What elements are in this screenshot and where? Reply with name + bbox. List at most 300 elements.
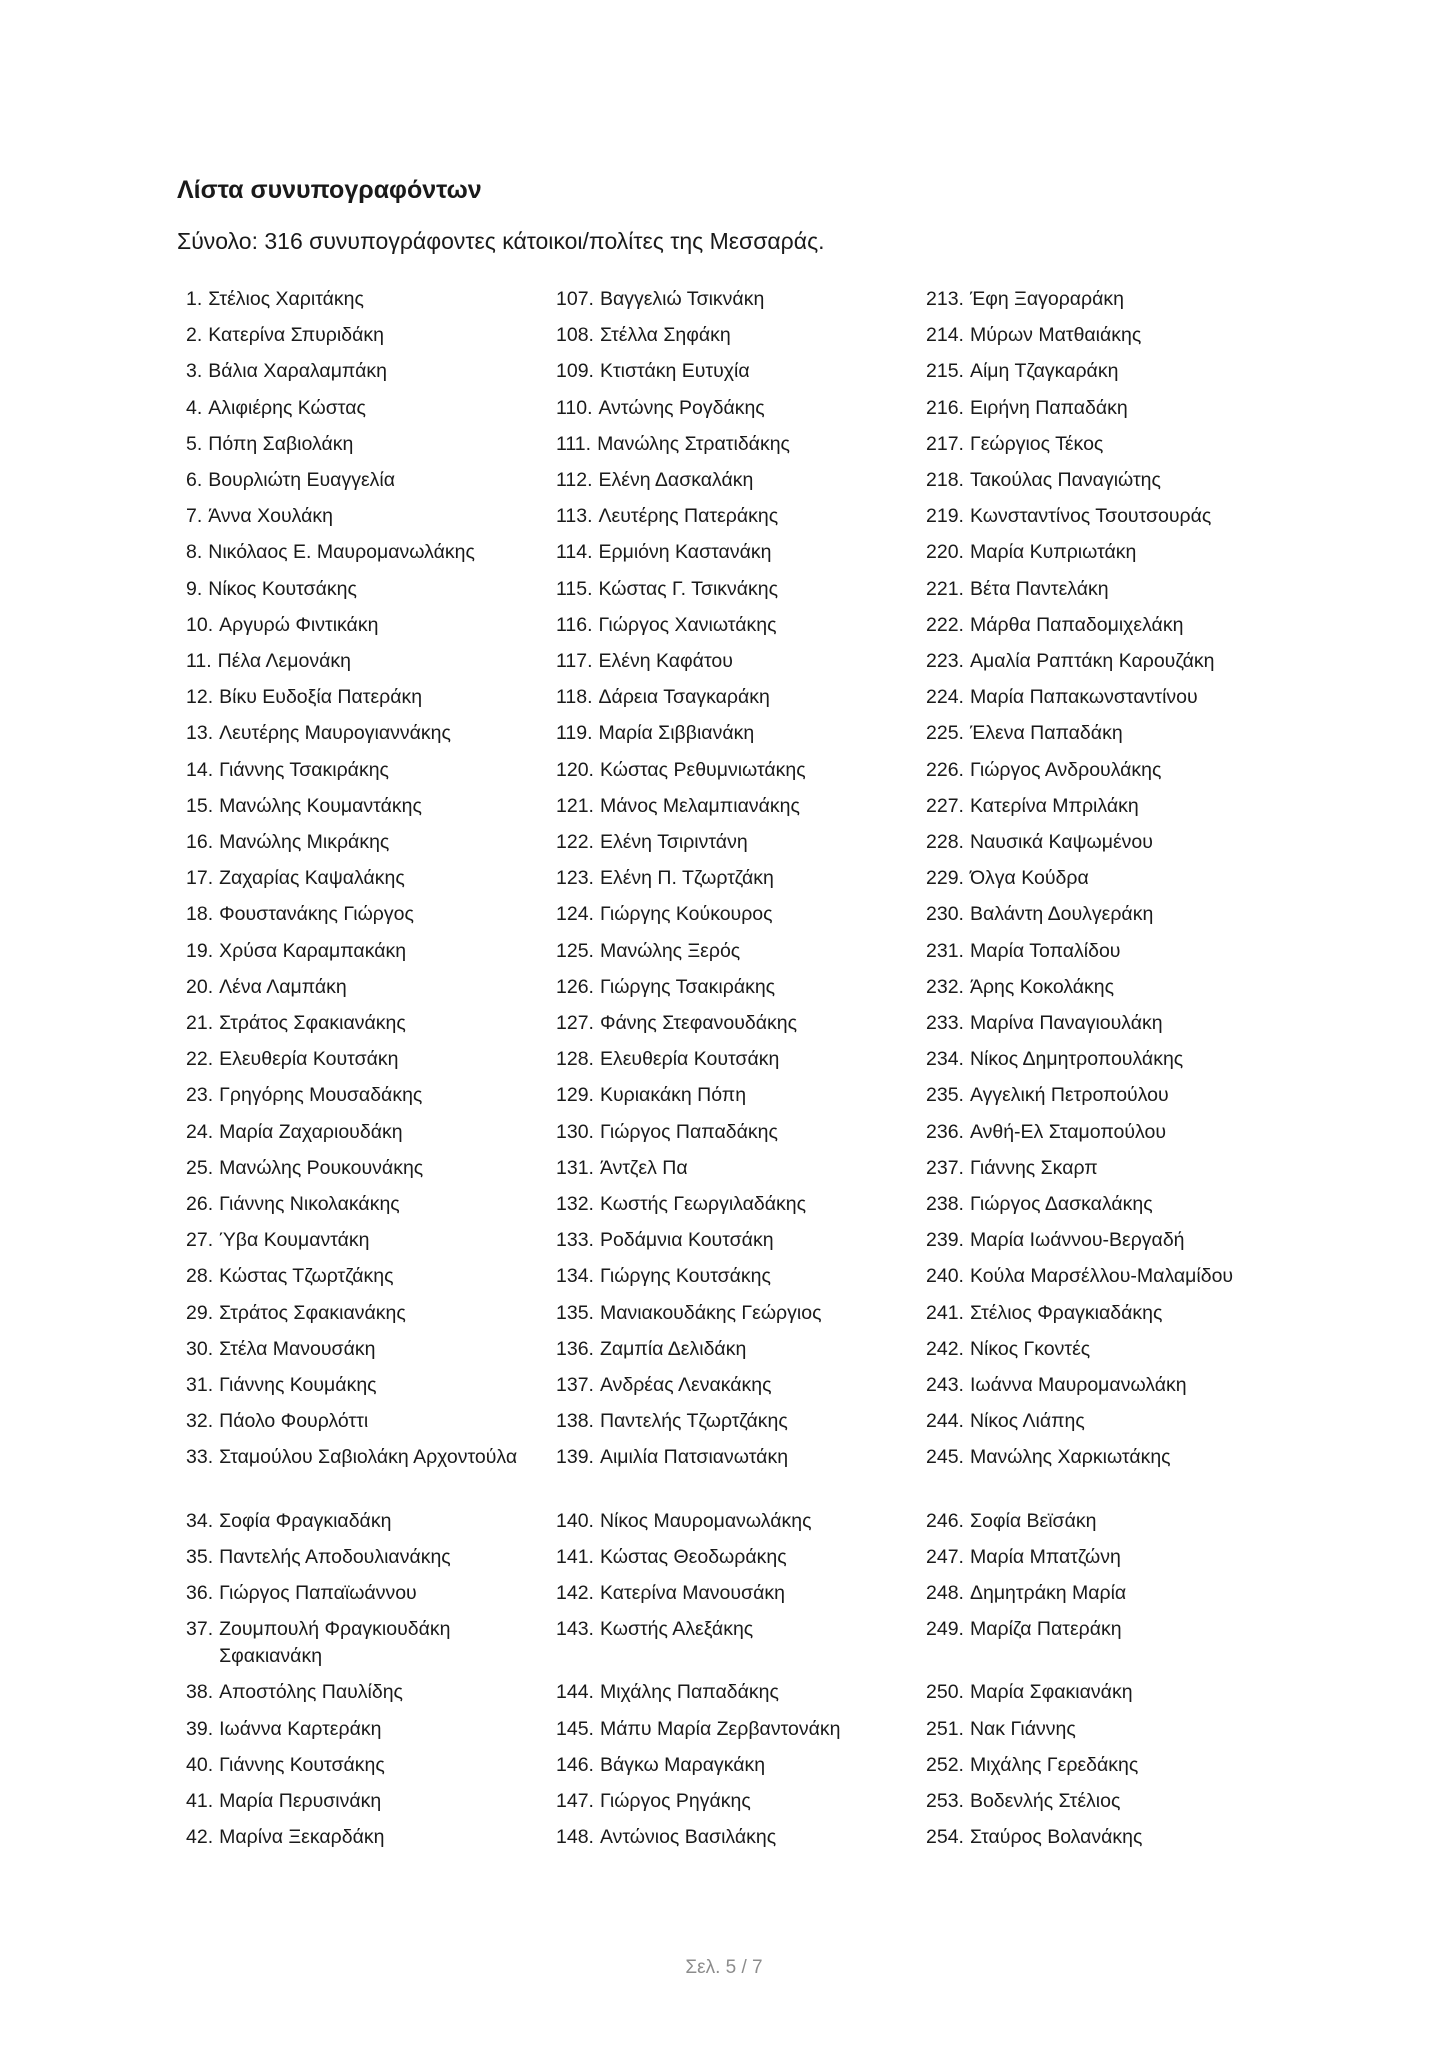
signatory-number: 119. xyxy=(556,722,593,745)
signatory-name: Σοφία Βεϊσάκη xyxy=(969,1509,1097,1532)
signatory-row xyxy=(926,322,1276,349)
signatory-number: 145. xyxy=(556,1717,594,1740)
signatory-number: 8. xyxy=(186,541,203,564)
signatory-name: Πάολο Φουρλόττι xyxy=(219,1410,369,1433)
signatory-name: Λευτέρης Πατεράκης xyxy=(598,505,779,528)
signatory-name: Ελευθερία Κουτσάκη xyxy=(599,1048,780,1071)
signatory-number: 223. xyxy=(926,650,964,672)
signatory-row xyxy=(926,286,1276,313)
signatory-number: 13. xyxy=(186,722,214,745)
signatory-row xyxy=(556,1716,906,1743)
signatory-name: Ελευθερία Κουτσάκη xyxy=(219,1048,399,1071)
signatory-name: Κωνσταντίνος Τσουτσουράς xyxy=(969,505,1212,528)
signatory-row xyxy=(186,829,536,856)
signatory-number: 133. xyxy=(556,1229,594,1252)
signatory-row xyxy=(186,1788,536,1815)
signatory-row xyxy=(186,648,536,675)
signatory-name: Μαρία Τοπαλίδου xyxy=(969,939,1121,962)
signatory-number: 216. xyxy=(926,396,964,419)
signatory-number: 222. xyxy=(926,613,964,636)
signatory-row xyxy=(556,648,906,675)
signatory-number: 28. xyxy=(186,1265,214,1288)
signatory-row xyxy=(556,358,906,385)
signatory-name: Τακούλας Παναγιώτης xyxy=(969,469,1161,491)
signatory-number: 24. xyxy=(186,1120,214,1143)
signatory-number: 248. xyxy=(926,1582,964,1604)
signatory-number: 224. xyxy=(926,686,964,709)
signatory-number: 241. xyxy=(926,1301,964,1324)
signatory-row xyxy=(186,1263,536,1290)
signatory-number: 30. xyxy=(186,1337,214,1360)
signatory-row xyxy=(186,1300,536,1327)
signatory-row xyxy=(926,829,1276,856)
signatory-number: 2. xyxy=(186,324,203,347)
signatory-row xyxy=(556,1300,906,1327)
signatory-row xyxy=(186,1580,536,1607)
signatory-name: Σοφία Φραγκιαδάκη xyxy=(219,1509,392,1532)
signatory-row xyxy=(926,757,1276,784)
signatory-name: Αποστόλης Παυλίδης xyxy=(219,1681,403,1704)
signatory-number: 33. xyxy=(186,1446,214,1469)
signatory-name: Γιάννης Κουμάκης xyxy=(219,1374,377,1396)
signatory-name: Βάγκω Μαραγκάκη xyxy=(599,1753,766,1776)
signatory-number: 214. xyxy=(926,324,964,347)
signatory-row xyxy=(926,503,1276,530)
signatory-row xyxy=(926,576,1276,603)
signatory-name: Φουστανάκης Γιώργος xyxy=(219,903,414,926)
signatory-name: Λευτέρης Μαυρογιαννάκης xyxy=(219,722,451,745)
signatory-name: Γιάννης Σκαρπ xyxy=(969,1156,1098,1179)
signatory-name: Ανθή-Ελ Σταμοπούλου xyxy=(969,1120,1166,1143)
signatory-row xyxy=(186,1119,536,1146)
signatory-row xyxy=(186,1752,536,1779)
signatory-name: Γιώργος Παπαδάκης xyxy=(599,1120,778,1143)
signatory-number: 120. xyxy=(556,758,594,781)
signatory-row xyxy=(926,612,1276,639)
signatory-name: Ελένη Π. Τζωρτζάκη xyxy=(599,867,774,890)
signatory-name: Βίκυ Ευδοξία Πατεράκη xyxy=(219,686,423,709)
signatory-number: 6. xyxy=(186,469,203,491)
signatory-number: 140. xyxy=(556,1509,594,1532)
signatory-number: 16. xyxy=(186,831,214,853)
signatory-row xyxy=(926,1544,1276,1571)
signatory-row xyxy=(926,1336,1276,1363)
signatory-name: Παντελής Τζωρτζάκης xyxy=(599,1410,788,1433)
signatory-name: Όλγα Κούδρα xyxy=(969,867,1089,890)
signatory-name: Μανώλης Ρουκουνάκης xyxy=(219,1156,424,1179)
signatory-name: Ύβα Κουμαντάκη xyxy=(219,1229,370,1252)
signatory-number: 134. xyxy=(556,1265,594,1288)
signatory-number: 18. xyxy=(186,903,214,926)
signatory-number: 231. xyxy=(926,939,964,962)
signatory-name: Στέλλα Σηφάκη xyxy=(599,324,731,347)
signatory-name: Βέτα Παντελάκη xyxy=(969,577,1109,600)
signatory-name: Μανώλης Χαρκιωτάκης xyxy=(969,1446,1171,1469)
signatory-name: Γιώργης Κούκουρος xyxy=(599,903,773,926)
signatory-number: 141. xyxy=(556,1545,594,1568)
signatory-row xyxy=(556,1046,906,1073)
signatory-name: Γιάννης Τσακιράκης xyxy=(219,758,389,781)
signatory-number: 230. xyxy=(926,903,964,926)
signatory-row xyxy=(926,1263,1276,1290)
signatory-number: 38. xyxy=(186,1681,214,1704)
signatory-row xyxy=(556,1191,906,1218)
signatory-number: 41. xyxy=(186,1790,214,1812)
signatory-name: Άντζελ Πα xyxy=(599,1156,688,1179)
signatory-number: 251. xyxy=(926,1717,964,1740)
signatory-name: Γιάννης Κουτσάκης xyxy=(219,1753,385,1776)
signatory-name: Μαρία Παπακωνσταντίνου xyxy=(969,686,1198,709)
signatory-number: 111. xyxy=(556,432,592,455)
signatory-number: 243. xyxy=(926,1374,964,1396)
signatory-number: 116. xyxy=(556,613,593,636)
signatory-number: 25. xyxy=(186,1156,214,1179)
signatory-name: Νίκος Γκοντές xyxy=(969,1337,1091,1360)
signatory-name: Ναυσικά Καψωμένου xyxy=(969,831,1153,853)
signatory-row xyxy=(186,539,536,566)
signatory-row xyxy=(556,1580,906,1607)
signatory-number: 15. xyxy=(186,794,214,817)
signatory-number: 249. xyxy=(926,1618,964,1641)
signatory-number: 235. xyxy=(926,1084,964,1107)
signatory-name: Κατερίνα Σπυριδάκη xyxy=(208,324,384,347)
signatory-name: Μιχάλης Παπαδάκης xyxy=(599,1681,779,1704)
signatory-number: 10. xyxy=(186,613,214,636)
signatory-number: 1. xyxy=(186,288,203,310)
signatory-row xyxy=(186,1508,536,1535)
signatory-row xyxy=(926,1788,1276,1815)
signatory-row xyxy=(186,1155,536,1182)
signatory-name: Ιωάννα Μαυρομανωλάκη xyxy=(969,1374,1187,1396)
signatory-number: 22. xyxy=(186,1048,214,1071)
signatory-number: 127. xyxy=(556,1012,594,1034)
signatory-row xyxy=(556,612,906,639)
signatory-row xyxy=(926,1716,1276,1743)
signatory-name: Νίκος Μαυρομανωλάκης xyxy=(599,1509,812,1532)
signatory-number: 217. xyxy=(926,432,964,455)
signatory-row xyxy=(556,1616,906,1643)
signatory-row xyxy=(186,1444,536,1471)
signatory-number: 110. xyxy=(556,396,593,419)
signatory-row xyxy=(186,322,536,349)
signatory-number: 131. xyxy=(556,1156,594,1179)
signatory-number: 107. xyxy=(556,288,594,310)
signatory-row xyxy=(186,1616,536,1670)
signatory-row xyxy=(556,1444,906,1471)
signatory-name: Κωστής Αλεξάκης xyxy=(599,1618,754,1641)
signatory-row xyxy=(926,1408,1276,1435)
signatory-number: 142. xyxy=(556,1582,594,1604)
signatory-name: Γρηγόρης Μουσαδάκης xyxy=(219,1084,423,1107)
signatory-name: Έλενα Παπαδάκη xyxy=(969,722,1123,745)
signatory-name: Γιώργος Δασκαλάκης xyxy=(969,1193,1153,1215)
signatory-row xyxy=(556,1752,906,1779)
signatory-name: Γιώργος Παπαϊωάννου xyxy=(219,1582,417,1604)
signatory-name: Ειρήνη Παπαδάκη xyxy=(969,396,1128,419)
signatory-row xyxy=(556,1544,906,1571)
signatory-number: 219. xyxy=(926,505,964,528)
signatory-name: Μιχάλης Γερεδάκης xyxy=(969,1753,1139,1776)
signatory-number: 137. xyxy=(556,1374,594,1396)
signatory-name: Σταμούλου Σαβιολάκη Αρχοντούλα xyxy=(219,1446,518,1469)
signatory-number: 122. xyxy=(556,831,594,853)
signatory-number: 5. xyxy=(186,432,203,455)
signatory-name: Στέλα Μανουσάκη xyxy=(219,1337,376,1360)
signatory-number: 242. xyxy=(926,1337,964,1360)
signatory-number: 236. xyxy=(926,1120,964,1143)
signatory-name: Ζαχαρίας Καψαλάκης xyxy=(219,867,405,890)
signatory-number: 238. xyxy=(926,1193,964,1215)
signatory-name: Ελένη Δασκαλάκη xyxy=(598,469,754,491)
signatory-row xyxy=(556,757,906,784)
signatory-number: 135. xyxy=(556,1301,594,1324)
signatory-number: 108. xyxy=(556,324,594,347)
signatory-row xyxy=(186,431,536,458)
signatory-row xyxy=(556,1119,906,1146)
signatory-name: Γιώργος Ανδρουλάκης xyxy=(969,758,1162,781)
signatory-row xyxy=(556,1679,906,1706)
signatory-row xyxy=(926,358,1276,385)
signatory-name: Μαρίζα Πατεράκη xyxy=(969,1618,1122,1641)
signatory-name: Έφη Ξαγοραράκη xyxy=(969,288,1125,310)
signatory-name: Μαρίνα Ξεκαρδάκη xyxy=(219,1826,385,1849)
signatory-number: 126. xyxy=(556,975,594,998)
signatory-number: 139. xyxy=(556,1446,594,1469)
signatory-name: Κώστας Θεοδωράκης xyxy=(599,1545,787,1568)
signatory-row xyxy=(926,901,1276,928)
signatory-row xyxy=(926,1372,1276,1399)
signatory-row xyxy=(186,757,536,784)
signatory-number: 233. xyxy=(926,1012,964,1034)
signatory-number: 136. xyxy=(556,1337,594,1360)
signatory-name: Μαρία Σιββιανάκη xyxy=(598,722,755,745)
signatory-name: Δημητράκη Μαρία xyxy=(969,1582,1127,1604)
signatory-row xyxy=(926,1679,1276,1706)
signatory-row xyxy=(186,865,536,892)
signatory-number: 239. xyxy=(926,1229,964,1252)
signatory-name: Μαρία Περυσινάκη xyxy=(219,1790,382,1812)
signatory-row xyxy=(556,793,906,820)
signatory-number: 144. xyxy=(556,1681,594,1704)
signatory-number: 109. xyxy=(556,360,594,383)
signatory-row xyxy=(556,1788,906,1815)
signatory-number: 237. xyxy=(926,1156,964,1179)
signatory-row xyxy=(186,1336,536,1363)
signatory-row xyxy=(926,1046,1276,1073)
signatory-row xyxy=(556,1336,906,1363)
signatory-number: 117. xyxy=(556,650,593,672)
signatory-row xyxy=(926,1616,1276,1643)
signatory-row xyxy=(556,865,906,892)
signatory-number: 34. xyxy=(186,1509,214,1532)
signatory-number: 31. xyxy=(186,1374,214,1396)
signatory-row xyxy=(926,1227,1276,1254)
signatory-name: Κώστας Γ. Τσικνάκης xyxy=(598,577,779,600)
signatory-name: Μαρία Μπατζώνη xyxy=(969,1545,1121,1568)
signatory-name: Κυριακάκη Πόπη xyxy=(599,1084,747,1107)
signatory-name: Μανώλης Κουμαντάκης xyxy=(219,794,422,817)
signatory-row xyxy=(926,1580,1276,1607)
signatory-number: 213. xyxy=(926,288,964,310)
signatory-name: Μαρία Ιωάννου-Βεργαδή xyxy=(969,1229,1185,1252)
signatory-name: Νίκος Κουτσάκης xyxy=(208,577,357,600)
signatory-name: Νίκος Λιάπης xyxy=(969,1410,1085,1433)
signatory-row xyxy=(556,539,906,566)
signatory-row xyxy=(186,1716,536,1743)
signatory-number: 26. xyxy=(186,1193,214,1215)
signatory-name: Βαλάντη Δουλγεράκη xyxy=(969,903,1154,926)
signatory-name: Μάνος Μελαμπιανάκης xyxy=(599,794,800,817)
signatory-row xyxy=(926,1824,1276,1851)
signatory-number: 247. xyxy=(926,1545,964,1568)
signatory-name: Φάνης Στεφανουδάκης xyxy=(599,1012,798,1034)
signatory-name: Πέλα Λεμονάκη xyxy=(217,650,351,672)
signatory-row xyxy=(926,684,1276,711)
signatory-number: 129. xyxy=(556,1084,594,1107)
signatory-row xyxy=(556,431,906,458)
signatory-row xyxy=(556,1010,906,1037)
signatory-row xyxy=(186,1544,536,1571)
signatory-number: 138. xyxy=(556,1410,594,1433)
signatory-number: 225. xyxy=(926,722,964,745)
signatory-name: Άννα Χουλάκη xyxy=(208,505,333,528)
signatory-row xyxy=(186,612,536,639)
page-subtitle: Σύνολο: 316 συνυπογράφοντες κάτοικοι/πολίτες της Μεσσαράς. xyxy=(177,228,825,254)
signatory-number: 143. xyxy=(556,1618,594,1641)
signatory-row xyxy=(186,1372,536,1399)
signatory-number: 17. xyxy=(186,867,214,890)
signatory-name: Ελένη Τσιριντάνη xyxy=(599,831,748,853)
signatory-number: 124. xyxy=(556,903,594,926)
signatory-row xyxy=(556,829,906,856)
signatory-number: 14. xyxy=(186,758,214,781)
signatory-name: Νικόλαος Ε. Μαυρομανωλάκης xyxy=(208,541,475,564)
signatory-number: 220. xyxy=(926,541,964,564)
signatory-row xyxy=(926,793,1276,820)
signatory-row xyxy=(186,720,536,747)
signatory-row xyxy=(186,684,536,711)
signatory-row xyxy=(186,1082,536,1109)
signatory-row xyxy=(186,1679,536,1706)
signatory-row xyxy=(556,684,906,711)
signatory-row xyxy=(926,1119,1276,1146)
signatory-name: Μαρία Κυπριωτάκη xyxy=(969,541,1137,564)
signatory-number: 27. xyxy=(186,1229,214,1252)
signatory-name: Κατερίνα Μανουσάκη xyxy=(599,1582,785,1604)
signatory-row xyxy=(926,467,1276,494)
signatory-name: Γιώργης Κουτσάκης xyxy=(599,1265,771,1288)
signatory-name: Νίκος Δημητροπουλάκης xyxy=(969,1048,1184,1071)
signatory-number: 148. xyxy=(556,1826,594,1849)
signatory-number: 244. xyxy=(926,1410,964,1433)
signatory-row xyxy=(186,974,536,1001)
signatory-row xyxy=(556,576,906,603)
signatory-number: 246. xyxy=(926,1509,964,1532)
signatory-number: 252. xyxy=(926,1753,964,1776)
signatory-name: Ανδρέας Λενακάκης xyxy=(599,1374,772,1396)
signatory-number: 37. xyxy=(186,1618,214,1641)
signatory-row xyxy=(926,938,1276,965)
signatory-name: Ζουμπουλή Φραγκιουδάκη Σφακιανάκη xyxy=(219,1618,451,1668)
signatory-name: Βαγγελιώ Τσικνάκη xyxy=(599,288,765,310)
signatory-name: Νακ Γιάννης xyxy=(969,1717,1076,1740)
signatory-row xyxy=(556,322,906,349)
signatory-name: Ιωάννα Καρτεράκη xyxy=(219,1717,382,1740)
signatory-number: 123. xyxy=(556,867,594,890)
page-title: Λίστα συνυπογραφόντων xyxy=(177,176,482,204)
signatory-row xyxy=(556,1082,906,1109)
signatory-name: Μαρία Ζαχαριουδάκη xyxy=(219,1120,403,1143)
signatory-row xyxy=(926,1191,1276,1218)
signatory-name: Αμαλία Ραπτάκη Καρουζάκη xyxy=(969,650,1215,672)
signatory-number: 112. xyxy=(556,469,593,491)
signatory-name: Μανώλης Ξερός xyxy=(599,939,741,962)
signatory-name: Κατερίνα Μπριλάκη xyxy=(969,794,1139,817)
signatory-row xyxy=(926,1155,1276,1182)
signatory-number: 35. xyxy=(186,1545,214,1568)
signatory-number: 4. xyxy=(186,396,203,419)
signatory-name: Αίμη Τζαγκαράκη xyxy=(969,360,1119,383)
signatory-name: Πόπη Σαβιολάκη xyxy=(208,432,354,455)
signatory-number: 128. xyxy=(556,1048,594,1071)
signatory-number: 42. xyxy=(186,1826,214,1849)
signatory-row xyxy=(556,938,906,965)
signatory-row xyxy=(186,286,536,313)
signatory-name: Γιάννης Νικολακάκης xyxy=(219,1193,400,1215)
signatory-name: Στράτος Σφακιανάκης xyxy=(219,1301,406,1324)
signatory-name: Γιώργος Χανιωτάκης xyxy=(598,613,777,636)
signatory-row xyxy=(926,1444,1276,1471)
signatory-number: 132. xyxy=(556,1193,594,1215)
signatory-number: 40. xyxy=(186,1753,214,1776)
signatory-name: Κώστας Τζωρτζάκης xyxy=(219,1265,394,1288)
signatory-number: 39. xyxy=(186,1717,214,1740)
signatory-number: 227. xyxy=(926,794,964,817)
signatory-name: Ερμιόνη Καστανάκη xyxy=(598,541,772,564)
signatory-row xyxy=(926,865,1276,892)
signatory-row xyxy=(556,1372,906,1399)
signatory-number: 9. xyxy=(186,577,203,600)
signatory-row xyxy=(926,1508,1276,1535)
signatory-row xyxy=(556,395,906,422)
signatory-number: 240. xyxy=(926,1265,964,1288)
signatory-row xyxy=(556,974,906,1001)
signatory-row xyxy=(556,1263,906,1290)
signatory-number: 245. xyxy=(926,1446,964,1469)
signatory-row xyxy=(926,1300,1276,1327)
signatory-name: Βουρλιώτη Ευαγγελία xyxy=(208,469,395,491)
signatory-row xyxy=(926,395,1276,422)
signatory-row xyxy=(556,1227,906,1254)
signatory-name: Λένα Λαμπάκη xyxy=(219,975,347,998)
signatory-number: 3. xyxy=(186,360,203,383)
signatory-name: Μαρία Σφακιανάκη xyxy=(969,1681,1133,1704)
signatory-row xyxy=(556,286,906,313)
signatory-row xyxy=(186,1191,536,1218)
signatory-number: 115. xyxy=(556,577,593,600)
signatory-number: 234. xyxy=(926,1048,964,1071)
signatory-number: 11. xyxy=(186,650,212,672)
signatory-name: Αργυρώ Φιντικάκη xyxy=(219,613,379,636)
signatory-number: 7. xyxy=(186,505,203,528)
signatory-name: Μανώλης Στρατιδάκης xyxy=(597,432,790,455)
signatory-number: 218. xyxy=(926,469,964,491)
signatory-row xyxy=(556,1408,906,1435)
signatory-name: Γιώργος Ρηγάκης xyxy=(599,1790,751,1812)
signatory-number: 253. xyxy=(926,1790,964,1812)
signatory-name: Παντελής Αποδουλιανάκης xyxy=(219,1545,451,1568)
signatory-row xyxy=(556,1155,906,1182)
